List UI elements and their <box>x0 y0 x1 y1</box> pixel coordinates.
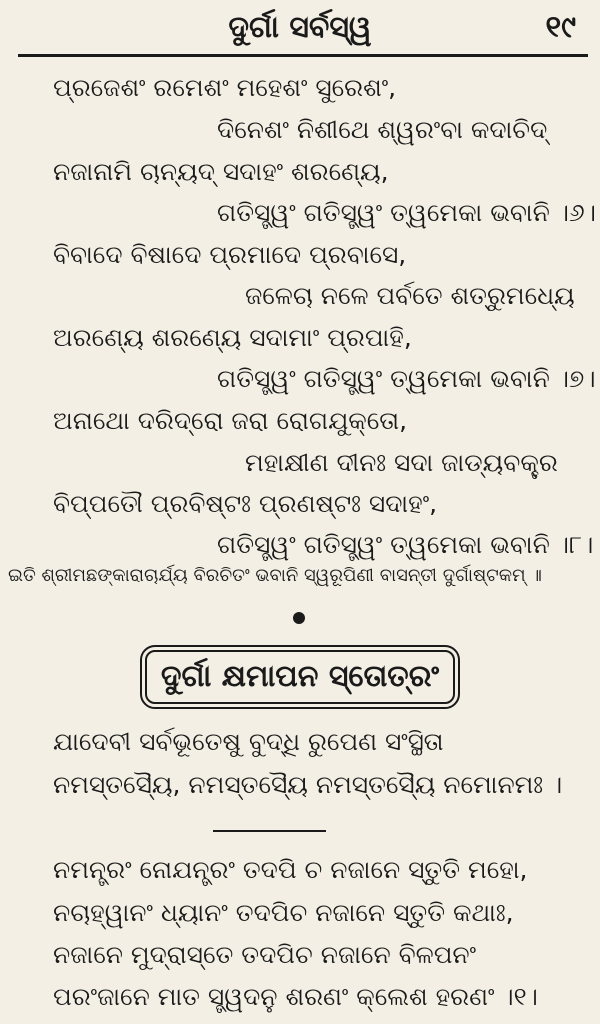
stanza-7-line-4: ଗତିସ୍ତ୍ୱଂ ଗତିସ୍ତ୍ୱଂ ତ୍ୱମେକା ଭବାନି ।୭। <box>217 364 596 393</box>
section-separator-dot <box>293 612 305 624</box>
stanza-8-line-4: ଗତିସ୍ତ୍ୱଂ ଗତିସ୍ତ୍ୱଂ ତ୍ୱମେକା ଭବାନି ।୮। <box>217 530 594 559</box>
stotra-line-3: ନଜାନେ ମୁଦ୍ରାସ୍ତେ ତଦପିଚ ନଜାନେ ବିଳପନଂ <box>53 940 477 969</box>
colophon: ଇତି ଶ୍ରୀମଛଙ୍କାରାଚାର୍ଯ୍ୟ ବିରଚିତଂ ଭବାନି ସ୍ୱରୂପିଣୀ ବାସନ୍ତୀ ଦୁର୍ଗାଷ୍ଟକମ୍ ॥ <box>8 565 542 586</box>
stotra-line-4: ପରଂଜାନେ ମାତ ସ୍ତ୍ୱଦନୁ ଶରଣଂ କ୍ଲେଶ ହରଣଂ ।୧। <box>53 982 538 1011</box>
invocation-line-1: ଯାଦେବୀ ସର୍ବଭୂତେଷୁ ବୁଦ୍ଧି ରୁପେଣ ସଂସ୍ଥିତା <box>53 727 444 756</box>
stanza-6-line-3: ନଜାନାମି ଚାନ୍ୟଦ୍ ସଦାହଂ ଶରଣ୍ୟେ, <box>53 157 389 186</box>
stanza-8-line-3: ବିପ୍ପତୌ ପ୍ରବିଷ୍ଟଃ ପ୍ରଣଷ୍ଟଃ ସଦାହଂ, <box>53 489 438 518</box>
stanza-7-line-3: ଅରଣ୍ୟେ ଶରଣ୍ୟେ ସଦାମାଂ ପ୍ରପାହି, <box>53 323 412 352</box>
invocation-line-2: ନମସ୍ତସ୍ୟୈ, ନମସ୍ତସ୍ୟୈ ନମସ୍ତସ୍ୟୈ ନମୋନମଃ । <box>53 770 563 799</box>
section-heading: ଦୁର୍ଗା କ୍ଷମାପନ ସ୍ତୋତ୍ରଂ <box>145 650 455 704</box>
stotra-line-1: ନମନ୍ତ୍ରଂ ନୋଯନ୍ତ୍ରଂ ତଦପି ଚ ନଜାନେ ସ୍ତୁତି ମହୋ, <box>53 855 528 884</box>
page-number: ୧୯ <box>545 10 576 45</box>
stotra-line-2: ନଚାହ୍ୱାନଂ ଧ୍ୟାନଂ ତଦପିଚ ନଜାନେ ସ୍ତୁତି କଥାଃ, <box>53 898 514 927</box>
stanza-6-line-1: ପ୍ରଜେଶଂ ରମେଶଂ ମହେଶଂ ସୁରେଶଂ, <box>53 73 397 102</box>
running-header-title: ଦୁର୍ଗା ସର୍ବସ୍ୱ <box>228 10 372 45</box>
divider-rule <box>213 830 326 832</box>
stanza-6-line-4: ଗତିସ୍ତ୍ୱଂ ଗତିସ୍ତ୍ୱଂ ତ୍ୱମେକା ଭବାନି ।୬। <box>217 198 596 227</box>
header-rule <box>18 54 588 57</box>
stanza-8-line-1: ଅନାଥୋ ଦରିଦ୍ରୋ ଜରା ରୋଗଯୁକ୍ତୋ, <box>53 406 408 435</box>
stanza-6-line-2: ଦିନେଶଂ ନିଶୀଥେ ଶ୍ୱରଂବା କଦାଚିଦ୍ <box>217 115 548 144</box>
stanza-7-line-1: ବିବାଦେ ବିଷାଦେ ପ୍ରମାଦେ ପ୍ରବାସେ, <box>53 240 407 269</box>
stanza-8-line-2: ମହାକ୍ଷୀଣ ଦୀନଃ ସଦା ଜାଡ୍ୟବକ୍ତ୍ର <box>245 448 558 477</box>
stanza-7-line-2: ଜଳେଚା ନଳେ ପର୍ବତେ ଶତ୍ରୁମଧ୍ୟେ <box>245 281 575 310</box>
